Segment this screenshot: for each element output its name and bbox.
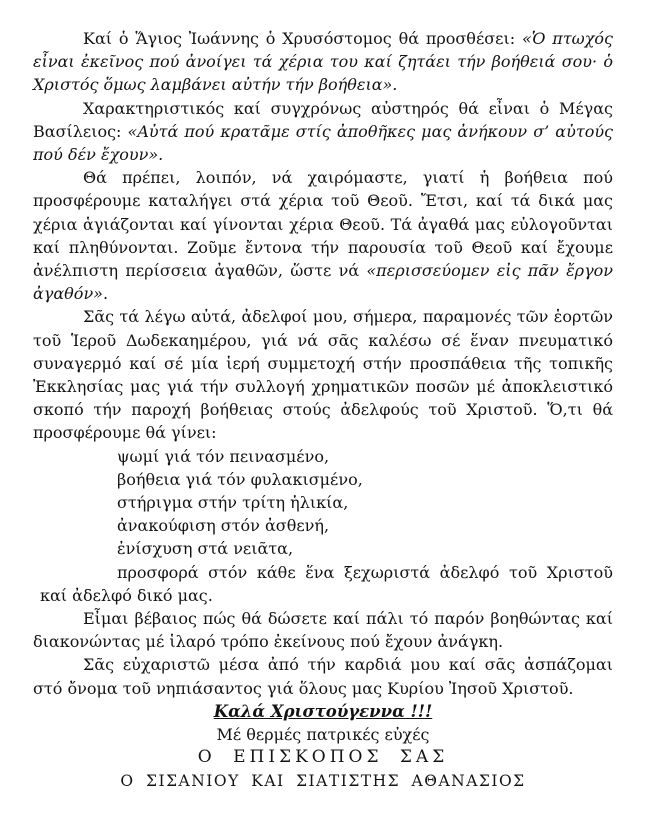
- paragraph: [33, 653, 613, 699]
- text-segment: Θά πρέπει, λοιπόν, νά χαιρόμαστε, γιατί ἡ βοήθεια πού προσφέρουμε καταλήγει στά χέρια τοῦ Θεοῦ. Ἔτσι, καί τά δικά μας χέρια ἁγιάζονται καί γίνονται χέρια Θεοῦ. Τά ἀγαθά μας εὐλογοῦνται καί πληθύνονται. Ζοῦμε ἔντονα τήν παρουσία τοῦ Θεοῦ καί ἔχουμε ἀνέλπιστη περίσσεια ἀγαθῶν, ὥστε νά: [33, 168, 613, 281]
- text-segment: βοήθεια γιά τόν φυλακισμένο,: [117, 469, 363, 489]
- list-item: [33, 561, 613, 607]
- list-item: [117, 491, 613, 514]
- text-segment: Σᾶς τά λέγω αὐτά, ἀδελφοί μου, σήμερα, παραμονές τῶν ἑορτῶν τοῦ Ἱεροῦ Δωδεκαημέρου, γιά νά σᾶς καλέσω σέ ἕναν πνευματικό συναγερμό καί σέ μία ἱερή συμμετοχή στήν προσπάθεια τῆς τοπικῆς Ἐκκλησίας μας γιά τήν συλλογή χρηματικῶν ποσῶν μέ ἀποκλειστικό σκοπό τήν παροχή βοήθειας στούς ἀδελφούς τοῦ Χριστοῦ. Ὅ,τι θά προσφέρουμε θά γίνει:: [33, 307, 613, 443]
- closing-block: [33, 700, 613, 793]
- text-segment: Σᾶς εὐχαριστῶ μέσα ἀπό τήν καρδιά μου καί σᾶς ἀσπάζομαι στό ὄνομα τοῦ νηπιάσαντος γιά ὅλους μας Κυρίου Ἰησοῦ Χριστοῦ.: [33, 655, 613, 698]
- text-segment: Καί ὁ Ἅγιος Ἰωάννης ὁ Χρυσόστομος θά προσθέσει:: [83, 29, 522, 48]
- list-item: [117, 537, 613, 560]
- paragraph: [33, 607, 613, 653]
- paragraph: [33, 166, 613, 305]
- text-segment: προσφορά στόν κάθε ἕνα ξεχωριστά ἀδελφό τοῦ Χριστοῦ καί ἀδελφό δικό μας.: [40, 562, 613, 605]
- text-segment: ψωμί γιά τόν πεινασμένο,: [117, 446, 330, 466]
- text-segment: ἀνακούφιση στόν ἀσθενή,: [117, 516, 330, 536]
- text-segment: στήριγμα στήν τρίτη ἡλικία,: [117, 493, 349, 513]
- text-segment: Χαρακτηριστικός καί συγχρόνως αὐστηρός θά εἶναι ὁ Μέγας Βασίλειος:: [33, 98, 613, 141]
- signature-title: Ο ΕΠΙΣΚΟΠΟΣ ΣΑΣ: [197, 747, 449, 768]
- quote-segment: «Αὐτά πού κρατᾶμε στίς ἀποθῆκες μας ἀνήκουν σ’ αὐτούς πού δέν ἔχουν».: [33, 121, 614, 165]
- text-segment: ἐνίσχυση στά νειᾶτα,: [117, 539, 294, 559]
- list-item: [117, 514, 613, 537]
- paragraph: [33, 97, 613, 167]
- letter-body: [33, 27, 613, 700]
- paragraph: [33, 27, 613, 97]
- text-segment: .: [102, 284, 109, 304]
- quote-segment: «περισσεύομεν εἰς πᾶν ἔργον ἀγαθόν»: [33, 261, 614, 304]
- christmas-greeting: Καλά Χριστούγεννα !!!: [213, 701, 433, 721]
- text-segment: Εἶμαι βέβαιος πώς θά δώσετε καί πάλι τό παρόν βοηθώντας καί διακονώντας μέ ἱλαρό τρόπο ἐκείνους πού ἔχουν ἀνάγκη.: [33, 609, 613, 652]
- list-item: [117, 445, 613, 468]
- paragraph: [33, 305, 613, 444]
- list-item: [117, 468, 613, 491]
- quote-segment: «Ὁ πτωχός εἶναι ἐκεῖνος πού ἀνοίγει τά χέρια του καί ζητάει τήν βοήθειά σου· ὁ Χριστός ὅμως λαμβάνει αὐτήν τήν βοήθεια».: [33, 29, 614, 95]
- signature-name: Ο ΣΙΣΑΝΙΟΥ ΚΑΙ ΣΙΑΤΙΣΤΗΣ ΑΘΑΝΑΣΙΟΣ: [120, 771, 526, 790]
- farewell-line: Μέ θερμές πατρικές εὐχές: [216, 725, 430, 745]
- letter-content: [33, 27, 613, 793]
